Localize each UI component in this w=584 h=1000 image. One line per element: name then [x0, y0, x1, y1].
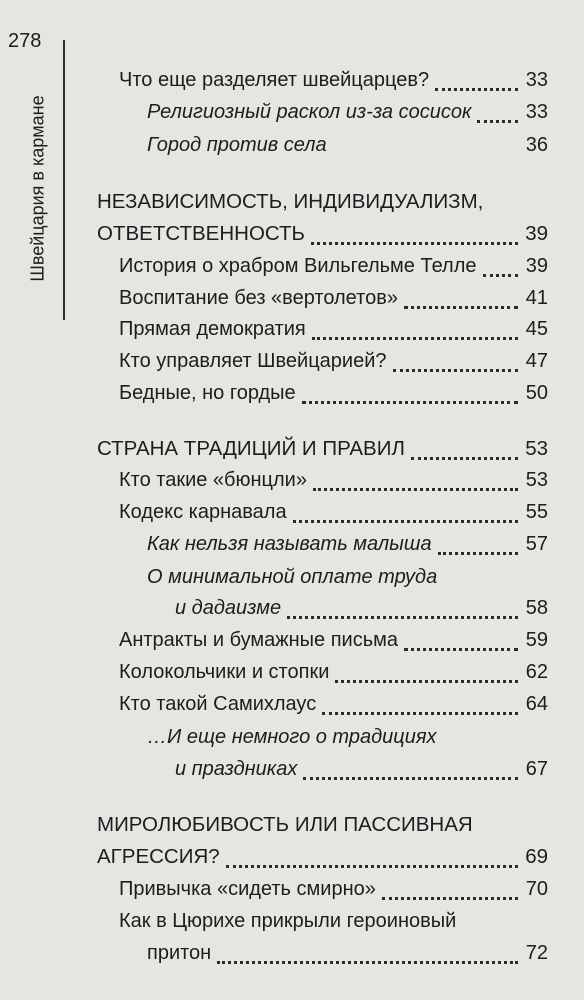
toc-entry-title: Город против села	[147, 134, 327, 156]
running-head-text: Швейцария в кармане	[27, 94, 48, 282]
toc-leader	[311, 242, 518, 245]
toc-entry-title: АГРЕССИЯ?	[97, 845, 220, 868]
toc-entry	[119, 468, 548, 492]
toc-leader	[322, 712, 518, 715]
toc-entry-page: 39	[525, 222, 548, 245]
toc-entry-page: 53	[525, 469, 548, 491]
toc-entry-title: Как в Цюрихе прикрыли героиновый	[119, 910, 457, 932]
toc-entry-page: 45	[525, 318, 548, 340]
toc-entry-title: Кто управляет Швейцарией?	[119, 350, 387, 372]
toc-entry	[119, 877, 548, 901]
toc-entry-page: 55	[525, 501, 548, 523]
toc-entry	[119, 68, 548, 92]
toc-entry	[147, 100, 548, 124]
toc-entry-page: 41	[525, 287, 548, 309]
toc-entry-title: притон	[147, 942, 212, 964]
toc-entry	[175, 757, 548, 781]
toc-entry-page: 70	[525, 878, 548, 900]
toc-section-title: НЕЗАВИСИМОСТЬ, ИНДИВИДУАЛИЗМ,	[97, 190, 484, 213]
toc-leader	[404, 648, 518, 651]
toc-leader	[483, 274, 519, 277]
toc-entry-title: Кодекс карнавала	[119, 501, 287, 523]
toc-entry-title: Привычка «сидеть смирно»	[119, 878, 376, 900]
toc-leader	[393, 369, 519, 372]
toc-section	[97, 845, 548, 869]
toc-leader	[438, 552, 518, 555]
toc-leader	[303, 777, 518, 780]
toc-entry-title: История о храбром Вильгельме Телле	[119, 255, 477, 277]
toc-section	[97, 222, 548, 246]
toc-leader	[477, 120, 518, 123]
toc-entry	[147, 133, 548, 157]
toc-section-title: МИРОЛЮБИВОСТЬ ИЛИ ПАССИВНАЯ	[97, 813, 473, 836]
toc-entry-title: Как нельзя называть малыша	[147, 533, 432, 555]
toc-entry-title: …И еще немного о традициях	[147, 726, 437, 748]
toc-entry-title: Религиозный раскол из-за сосисок	[147, 101, 472, 123]
toc-entry-title: О минимальной оплате труда	[147, 566, 438, 588]
toc-entry-title: Воспитание без «вертолетов»	[119, 287, 398, 309]
toc-entry-page: 67	[525, 758, 548, 780]
toc-entry	[119, 628, 548, 652]
toc-entry	[119, 254, 548, 278]
toc-entry-title: Что еще разделяет швейцарцев?	[119, 69, 430, 91]
toc-entry-title: Кто такие «бюнцли»	[119, 469, 307, 491]
toc-leader	[382, 897, 518, 900]
toc-entry	[147, 941, 548, 965]
toc-entry-title: Прямая демократия	[119, 318, 306, 340]
toc-leader	[217, 961, 518, 964]
toc-entry-page: 53	[525, 437, 548, 460]
toc-entry-page: 33	[525, 101, 548, 123]
toc-entry-page: 62	[525, 661, 548, 683]
toc-leader	[302, 401, 518, 404]
toc-entry-page: 59	[525, 629, 548, 651]
toc-entry-page: 58	[525, 597, 548, 619]
toc-leader	[435, 88, 518, 91]
toc-leader	[226, 865, 518, 868]
toc-entry-page: 69	[525, 845, 548, 868]
toc-entry-title: СТРАНА ТРАДИЦИЙ И ПРАВИЛ	[97, 437, 405, 460]
toc-entry	[119, 381, 548, 405]
toc-entry	[119, 500, 548, 524]
toc-leader	[313, 488, 518, 491]
toc-leader	[287, 616, 518, 619]
toc-leader	[404, 306, 518, 309]
toc-entry-page: 57	[525, 533, 548, 555]
toc-leader	[335, 680, 518, 683]
toc-entry	[119, 660, 548, 684]
toc-entry-page: 47	[525, 350, 548, 372]
toc-entry-page: 50	[525, 382, 548, 404]
toc-entry	[119, 286, 548, 310]
toc-entry-page: 64	[525, 693, 548, 715]
toc-section	[97, 437, 548, 461]
toc-entry-page: 36	[525, 134, 548, 156]
page-number: 278	[8, 30, 42, 52]
toc-entry	[119, 692, 548, 716]
toc-leader	[293, 520, 518, 523]
toc-entry-title: Колокольчики и стопки	[119, 661, 330, 683]
toc-entry-title: Кто такой Самихлаус	[119, 693, 317, 715]
toc-entry-page: 72	[525, 942, 548, 964]
toc-leader	[411, 457, 518, 460]
toc-entry	[175, 596, 548, 620]
toc-entry-title: и праздниках	[175, 758, 298, 780]
toc-entry-page: 39	[525, 255, 548, 277]
toc-entry	[147, 532, 548, 556]
toc-entry	[119, 349, 548, 373]
toc-entry-title: Бедные, но гордые	[119, 382, 296, 404]
toc-entry	[119, 317, 548, 341]
toc-entry-title: ОТВЕТСТВЕННОСТЬ	[97, 222, 305, 245]
toc-entry-title: Антракты и бумажные письма	[119, 629, 399, 651]
toc-leader	[312, 337, 518, 340]
toc-entry-title: и дадаизме	[175, 597, 282, 619]
toc-entry-page: 33	[525, 69, 548, 91]
